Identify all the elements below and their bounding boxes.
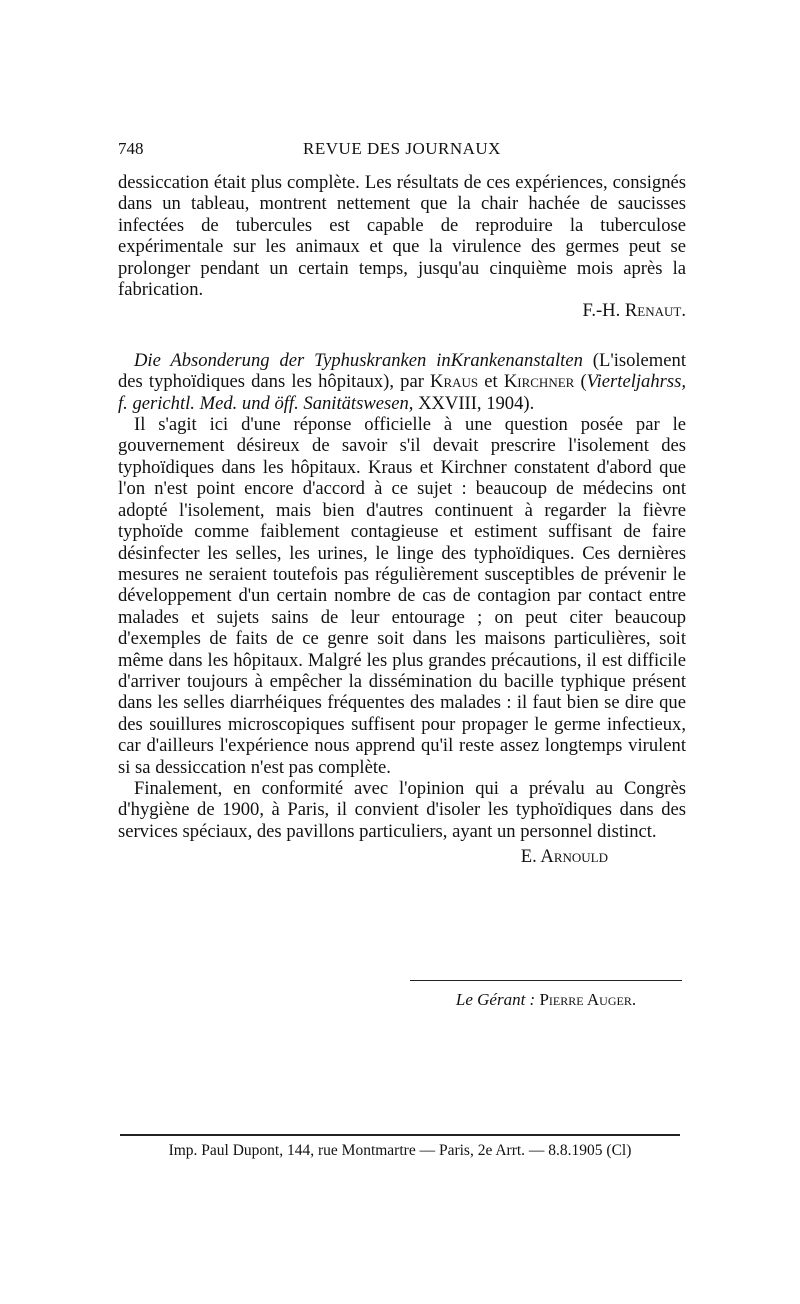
paragraph-body: Il s'agit ici d'une réponse officielle à une question posée par le gouvernement désireux de savoir s'il devait prescrire l'isolement des typhoïdiques dans les hôpitaux. Kraus et Kirchner constatent d'abord que l'on n'est point encore d'accord à ce sujet : beaucoup de médecins ont adopté l'isolement, mais bien d'autres continuent à regarder la fièvre typhoïde comme faiblement contagieuse et estiment suffisant de faire désinfecter les selles, les urines, le linge des typhoïdiques. Ces dernières mesures ne seraient toutefois pas régulièrement susceptibles de prévenir le développement d'un certain nombre de cas de contagion par contact entre malades et sujets sains de leur entourage ; on peut citer beaucoup d'exemples de faits de ce genre soit dans les maisons particulières, soit même dans les hôpitaux. Malgré les plus grandes précautions, il est difficile d'arriver toujours à empêcher la dissémination du bacille typhique présent dans les selles diarrhéiques fréquentes des malades : il faut bien se dire que des souillures microscopiques suffisent pour propager le germe infectieux, car d'ailleurs l'expérience nous apprend qu'il reste assez longtemps virulent si sa dessiccation n'est pas complète. bbox=[118, 414, 686, 778]
imprint-line: Imp. Paul Dupont, 144, rue Montmartre — Paris, 2e Arrt. — 8.8.1905 (Cl) bbox=[168, 1142, 632, 1159]
paragraph-conclusion: Finalement, en conformité avec l'opinion qui a prévalu au Congrès d'hygiène de 1900, à Paris, il convient d'isoler les typhoïdiques dans des services spéciaux, des pavillons particuliers, ayant un personnel distinct. bbox=[118, 777, 686, 842]
article-title: Die Absonderung der Typhuskranken inKrankenanstalten bbox=[134, 349, 583, 371]
paragraph-continuation: dessiccation était plus complète. Les résultats de ces expériences, consignés dans un tableau, montrent nettement que la chair hachée de saucisses infectées de tubercules est capable de reproduire la tuberculose expérimentale sur les animaux et que la virulence des germes peut se prolonger pendant un certain temps, jusqu'au cinquième mois après la fabrication. bbox=[118, 172, 686, 301]
page-number: 748 bbox=[118, 139, 144, 158]
article-title-rest: (L'isolement des typhoïdiques dans les hôpitaux), par bbox=[118, 349, 686, 393]
gerant-rule bbox=[410, 980, 682, 981]
page-body bbox=[118, 138, 686, 868]
author-kirchner: Kirchner bbox=[503, 371, 575, 393]
running-title: REVUE DES JOURNAUX bbox=[303, 139, 501, 158]
article-heading bbox=[118, 350, 686, 414]
and-text: et bbox=[478, 371, 504, 393]
gerant-name: Pierre Auger. bbox=[539, 990, 637, 1009]
signature-arnould: E. Arnould bbox=[520, 846, 608, 868]
gerant-line bbox=[410, 990, 682, 1010]
gerant-label: Le Gérant : bbox=[455, 990, 536, 1009]
journal-name: Vierteljahrss, f. gerichtl. Med. und öff. Sanitätswesen bbox=[118, 371, 686, 414]
signature-renaut: F.-H. Renaut. bbox=[582, 300, 686, 322]
imprint-rule bbox=[120, 1134, 680, 1136]
open-paren: ( bbox=[574, 371, 587, 393]
author-kraus: Kraus bbox=[430, 371, 479, 393]
journal-rest: , XXVIII, 1904). bbox=[408, 392, 535, 414]
page-header bbox=[118, 138, 686, 164]
